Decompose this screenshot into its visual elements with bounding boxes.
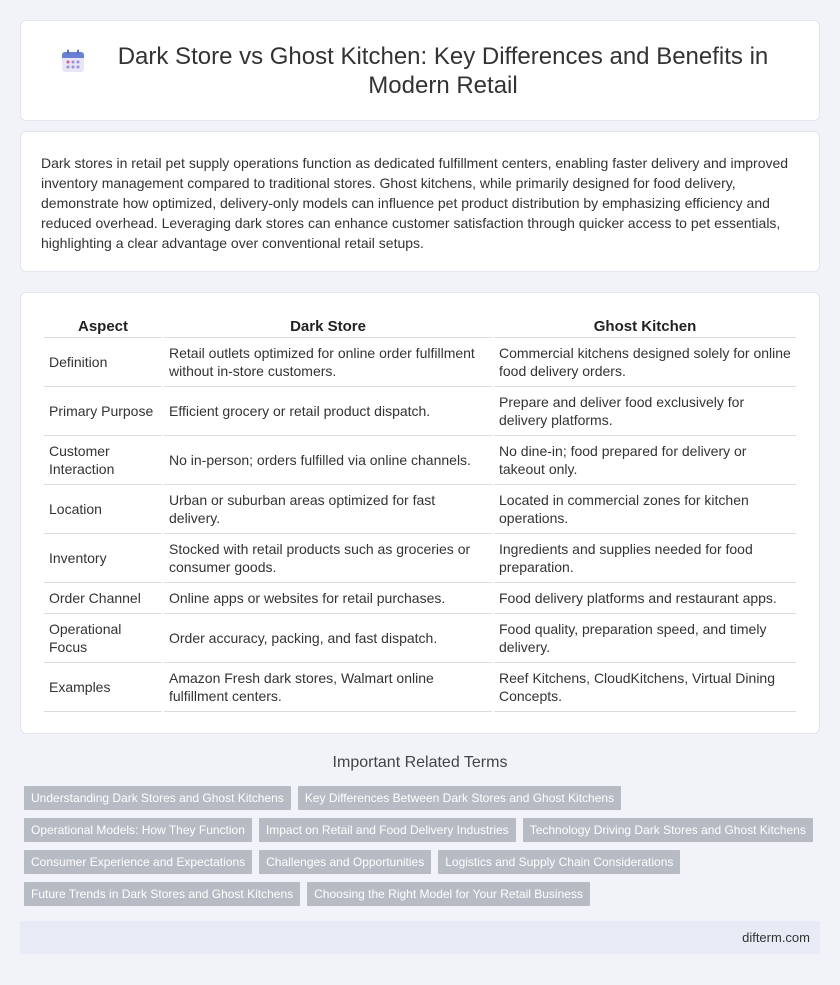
related-term-link[interactable]: Understanding Dark Stores and Ghost Kitchens: [24, 786, 291, 810]
cell-ghost-kitchen: No dine-in; food prepared for delivery or takeout only.: [494, 436, 796, 485]
cell-ghost-kitchen: Reef Kitchens, CloudKitchens, Virtual Dining Concepts.: [494, 663, 796, 712]
cell-aspect: Examples: [44, 663, 162, 712]
cell-ghost-kitchen: Prepare and deliver food exclusively for delivery platforms.: [494, 387, 796, 436]
cell-aspect: Customer Interaction: [44, 436, 162, 485]
cell-ghost-kitchen: Located in commercial zones for kitchen operations.: [494, 485, 796, 534]
table-row: [44, 614, 796, 663]
comparison-card: [20, 292, 820, 734]
cell-dark-store: Amazon Fresh dark stores, Walmart online fulfillment centers.: [164, 663, 492, 712]
table-row: [44, 663, 796, 712]
related-term-link[interactable]: Consumer Experience and Expectations: [24, 850, 252, 874]
header-dark-store: Dark Store: [164, 315, 492, 338]
cell-ghost-kitchen: Food quality, preparation speed, and timely delivery.: [494, 614, 796, 663]
cell-ghost-kitchen: Commercial kitchens designed solely for online food delivery orders.: [494, 338, 796, 387]
intro-text: Dark stores in retail pet supply operations function as dedicated fulfillment centers, enabling faster delivery and improved inventory management compared to traditional stores. Ghost kitchens, while primarily designed for food delivery, demonstrate how optimized, delivery-only models can influence pet product distribution by emphasizing efficiency and reduced overhead. Leveraging dark stores can enhance customer satisfaction through quicker access to pet essentials, highlighting a clear advantage over conventional retail setups.: [41, 155, 789, 251]
term-row: [24, 818, 824, 842]
intro-card: [20, 131, 820, 272]
header-ghost-kitchen: Ghost Kitchen: [494, 315, 796, 338]
cell-dark-store: No in-person; orders fulfilled via online channels.: [164, 436, 492, 485]
related-term-link[interactable]: Technology Driving Dark Stores and Ghost Kitchens: [523, 818, 813, 842]
footer: [20, 921, 820, 954]
title-wrap: [60, 42, 780, 100]
cell-ghost-kitchen: Food delivery platforms and restaurant apps.: [494, 583, 796, 614]
cell-dark-store: Efficient grocery or retail product dispatch.: [164, 387, 492, 436]
cell-dark-store: Urban or suburban areas optimized for fast delivery.: [164, 485, 492, 534]
table-row: [44, 534, 796, 583]
table-row: [44, 485, 796, 534]
cell-dark-store: Retail outlets optimized for online order fulfillment without in-store customers.: [164, 338, 492, 387]
footer-site-link[interactable]: difterm.com: [742, 930, 810, 945]
table-row: [44, 387, 796, 436]
related-term-link[interactable]: Challenges and Opportunities: [259, 850, 431, 874]
related-term-link[interactable]: Future Trends in Dark Stores and Ghost Kitchens: [24, 882, 300, 906]
related-term-link[interactable]: Logistics and Supply Chain Considerations: [438, 850, 680, 874]
term-row: [24, 786, 824, 810]
table-row: [44, 338, 796, 387]
cell-aspect: Location: [44, 485, 162, 534]
header-card: [20, 20, 820, 121]
table-row: [44, 583, 796, 614]
cell-aspect: Definition: [44, 338, 162, 387]
table-row: [44, 436, 796, 485]
cell-aspect: Primary Purpose: [44, 387, 162, 436]
related-terms: [24, 786, 824, 914]
related-term-link[interactable]: Choosing the Right Model for Your Retail Business: [307, 882, 590, 906]
related-term-link[interactable]: Impact on Retail and Food Delivery Industries: [259, 818, 516, 842]
cell-aspect: Inventory: [44, 534, 162, 583]
related-term-link[interactable]: Operational Models: How They Function: [24, 818, 252, 842]
comparison-table: [42, 315, 798, 712]
related-term-link[interactable]: Key Differences Between Dark Stores and Ghost Kitchens: [298, 786, 621, 810]
term-row: [24, 850, 824, 874]
cell-dark-store: Order accuracy, packing, and fast dispatch.: [164, 614, 492, 663]
cell-ghost-kitchen: Ingredients and supplies needed for food preparation.: [494, 534, 796, 583]
cell-aspect: Operational Focus: [44, 614, 162, 663]
page-title: Dark Store vs Ghost Kitchen: Key Differences and Benefits in Modern Retail: [117, 42, 769, 99]
table-header-row: [44, 315, 796, 338]
calendar-icon: [60, 48, 86, 74]
term-row: [24, 882, 824, 906]
header-aspect: Aspect: [44, 315, 162, 338]
cell-aspect: Order Channel: [44, 583, 162, 614]
related-terms-title: Important Related Terms: [332, 754, 508, 771]
cell-dark-store: Online apps or websites for retail purchases.: [164, 583, 492, 614]
cell-dark-store: Stocked with retail products such as groceries or consumer goods.: [164, 534, 492, 583]
